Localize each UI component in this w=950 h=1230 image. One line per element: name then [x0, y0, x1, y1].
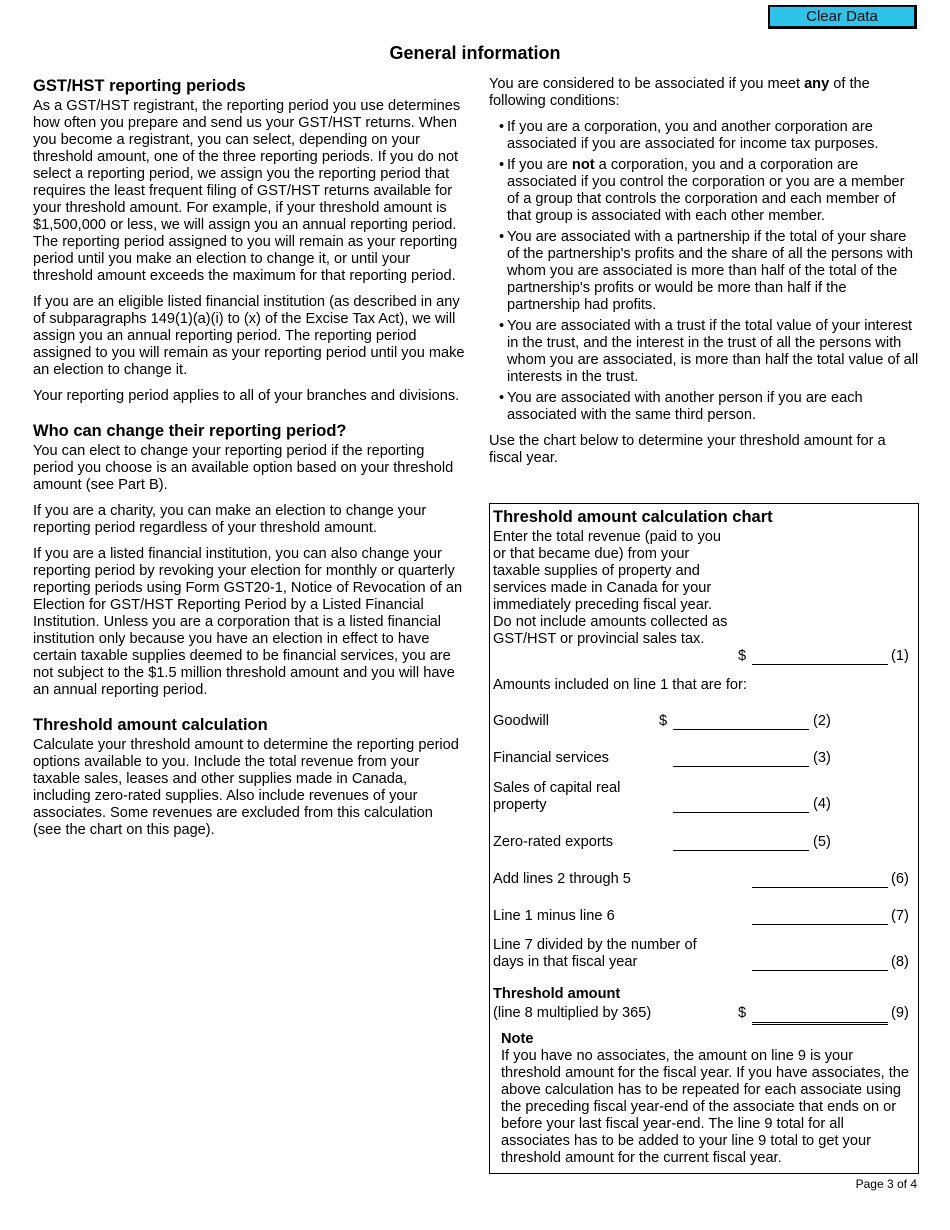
paragraph: As a GST/HST registrant, the reporting period you use determines how often you prepare and send us your GST/HST returns. When you become a registrant, you can select, depending on your threshold amount, one of the three reporting periods. If you do not select a reporting period, we assign you the reporting period that requires the least frequent filing of GST/HST returns available for your threshold amount. For example, if your threshold amount is $1,500,000 or less, we will assign you an annual reporting period. The reporting period assigned to you will remain as your reporting period until you make an election to change it, or until your threshold amount exceeds the maximum for that reporting period.	[33, 98, 461, 284]
paragraph: You can elect to change your reporting period if the reporting period you choose is an available option based on your threshold amount (see Part B).	[33, 443, 454, 493]
line-1-label: Enter the total revenue (paid to you or that became due) from your taxable supplies of property and services made in Canada for your immediately preceding fiscal year. Do not include amounts collected as GST/HST or provincial sales tax.	[493, 529, 728, 647]
zero-rated-exports-label: Zero-rated exports	[493, 834, 614, 850]
add-lines-label: Add lines 2 through 5	[493, 871, 631, 887]
chart-note	[501, 1031, 915, 1167]
paragraph: If you are a charity, you can make an election to change your reporting period regardless of your threshold amount.	[33, 503, 427, 536]
line-1-input[interactable]	[752, 649, 888, 665]
page-title: General information	[389, 43, 561, 63]
use-chart-text: Use the chart below to determine your threshold amount for a fiscal year.	[489, 433, 886, 466]
line7-divided-label: Line 7 divided by the number of days in that fiscal year	[493, 937, 697, 970]
line-number-9: (9)	[891, 1005, 909, 1021]
sales-capital-property-label: Sales of capital real property	[493, 780, 621, 813]
left-column	[33, 76, 465, 848]
financial-services-label: Financial services	[493, 750, 609, 766]
paragraph: Calculate your threshold amount to determine the reporting period options available to you. Include the total revenue from your taxable sales, leases and other supplies made in Canada, including zero-rated supplies. Also include revenues of your associates. Some revenues are excluded from this calculation (see the chart on this page).	[33, 737, 459, 838]
line-4-input[interactable]	[673, 797, 809, 813]
dollar-sign: $	[738, 648, 747, 664]
list-item: • You are associated with a partnership if the total of your share of the partnership's profits and the share of all the persons with whom you are associated is more than half of the total of the partnership's profits or would be more than half if the partnership had profits.	[499, 229, 913, 313]
chart-title: Threshold amount calculation chart	[493, 508, 773, 526]
clear-data-button[interactable]: Clear Data	[768, 5, 917, 29]
line-number-7: (7)	[891, 908, 909, 924]
line-2-input[interactable]	[673, 714, 809, 730]
threshold-amount-sublabel: (line 8 multiplied by 365)	[493, 1005, 652, 1021]
line-number-6: (6)	[891, 871, 909, 887]
line-number-3: (3)	[813, 750, 831, 766]
list-item: • You are associated with a trust if the total value of your interest in the trust, and the interest in the trust of all the persons with whom you are associated, is more than half the total value of all interests in the trust.	[499, 318, 919, 385]
line-number-1: (1)	[891, 648, 909, 664]
dollar-sign: $	[738, 1005, 747, 1021]
line-9-input[interactable]	[752, 1005, 888, 1025]
note-text: If you have no associates, the amount on line 9 is your threshold amount for the fiscal year. If you have associates, the above calculation has to be repeated for each associate using the preceding fiscal year-end of the associate that ends on or before your last fiscal year-end. The line 9 total for all associates has to be added to your line 9 total to get your threshold amount for the current fiscal year.	[501, 1048, 910, 1166]
list-item: • You are associated with another person if you are each associated with the same third person.	[499, 390, 863, 423]
threshold-calculation-chart	[489, 503, 919, 1174]
line-number-4: (4)	[813, 796, 831, 812]
line-6-input[interactable]	[752, 872, 888, 888]
goodwill-label: Goodwill	[493, 713, 549, 729]
line-3-input[interactable]	[673, 751, 809, 767]
associated-intro: You are considered to be associated if you meet any of the following conditions:	[489, 76, 870, 109]
line-number-2: (2)	[813, 713, 831, 729]
section-heading-reporting-periods: GST/HST reporting periods	[33, 77, 246, 95]
list-item: • If you are not a corporation, you and a corporation are associated if you control the corporation or you are a member of a group that controls the corporation and each member of that group is associated with each other member.	[499, 157, 905, 224]
paragraph: Your reporting period applies to all of your branches and divisions.	[33, 388, 460, 404]
line-5-input[interactable]	[673, 835, 809, 851]
conditions-list	[489, 119, 919, 424]
amounts-included-label: Amounts included on line 1 that are for:	[493, 677, 747, 693]
note-heading: Note	[501, 1031, 534, 1047]
page-number: Page 3 of 4	[855, 1177, 917, 1191]
line-8-input[interactable]	[752, 955, 888, 971]
paragraph: If you are a listed financial institution, you can also change your reporting period by revoking your election for monthly or quarterly reporting periods using Form GST20-1, Notice of Revocation of an Election for GST/HST Reporting Period by a Listed Financial Institution. Unless you are a corporation that is a listed financial institution only because you have an election in effect to have certain taxable supplies deemed to be financial services, you are not subject to the $1.5 million threshold amount and you will have an annual reporting period.	[33, 546, 463, 698]
threshold-amount-label: Threshold amount	[493, 986, 621, 1002]
list-item: • If you are a corporation, you and another corporation are associated if you are associated for income tax purposes.	[499, 119, 879, 152]
line-7-input[interactable]	[752, 909, 888, 925]
line1-minus-line6-label: Line 1 minus line 6	[493, 908, 615, 924]
right-column	[489, 76, 919, 467]
paragraph: If you are an eligible listed financial institution (as described in any of subparagraphs 149(1)(a)(i) to (x) of the Excise Tax Act), we will assign you an annual reporting period. The reporting period assigned to you will remain as your reporting period until you make an election to change it.	[33, 294, 465, 378]
dollar-sign: $	[659, 713, 668, 729]
section-heading-threshold-calculation: Threshold amount calculation	[33, 716, 268, 734]
line-number-5: (5)	[813, 834, 831, 850]
line-number-8: (8)	[891, 954, 909, 970]
section-heading-who-can-change: Who can change their reporting period?	[33, 422, 347, 440]
